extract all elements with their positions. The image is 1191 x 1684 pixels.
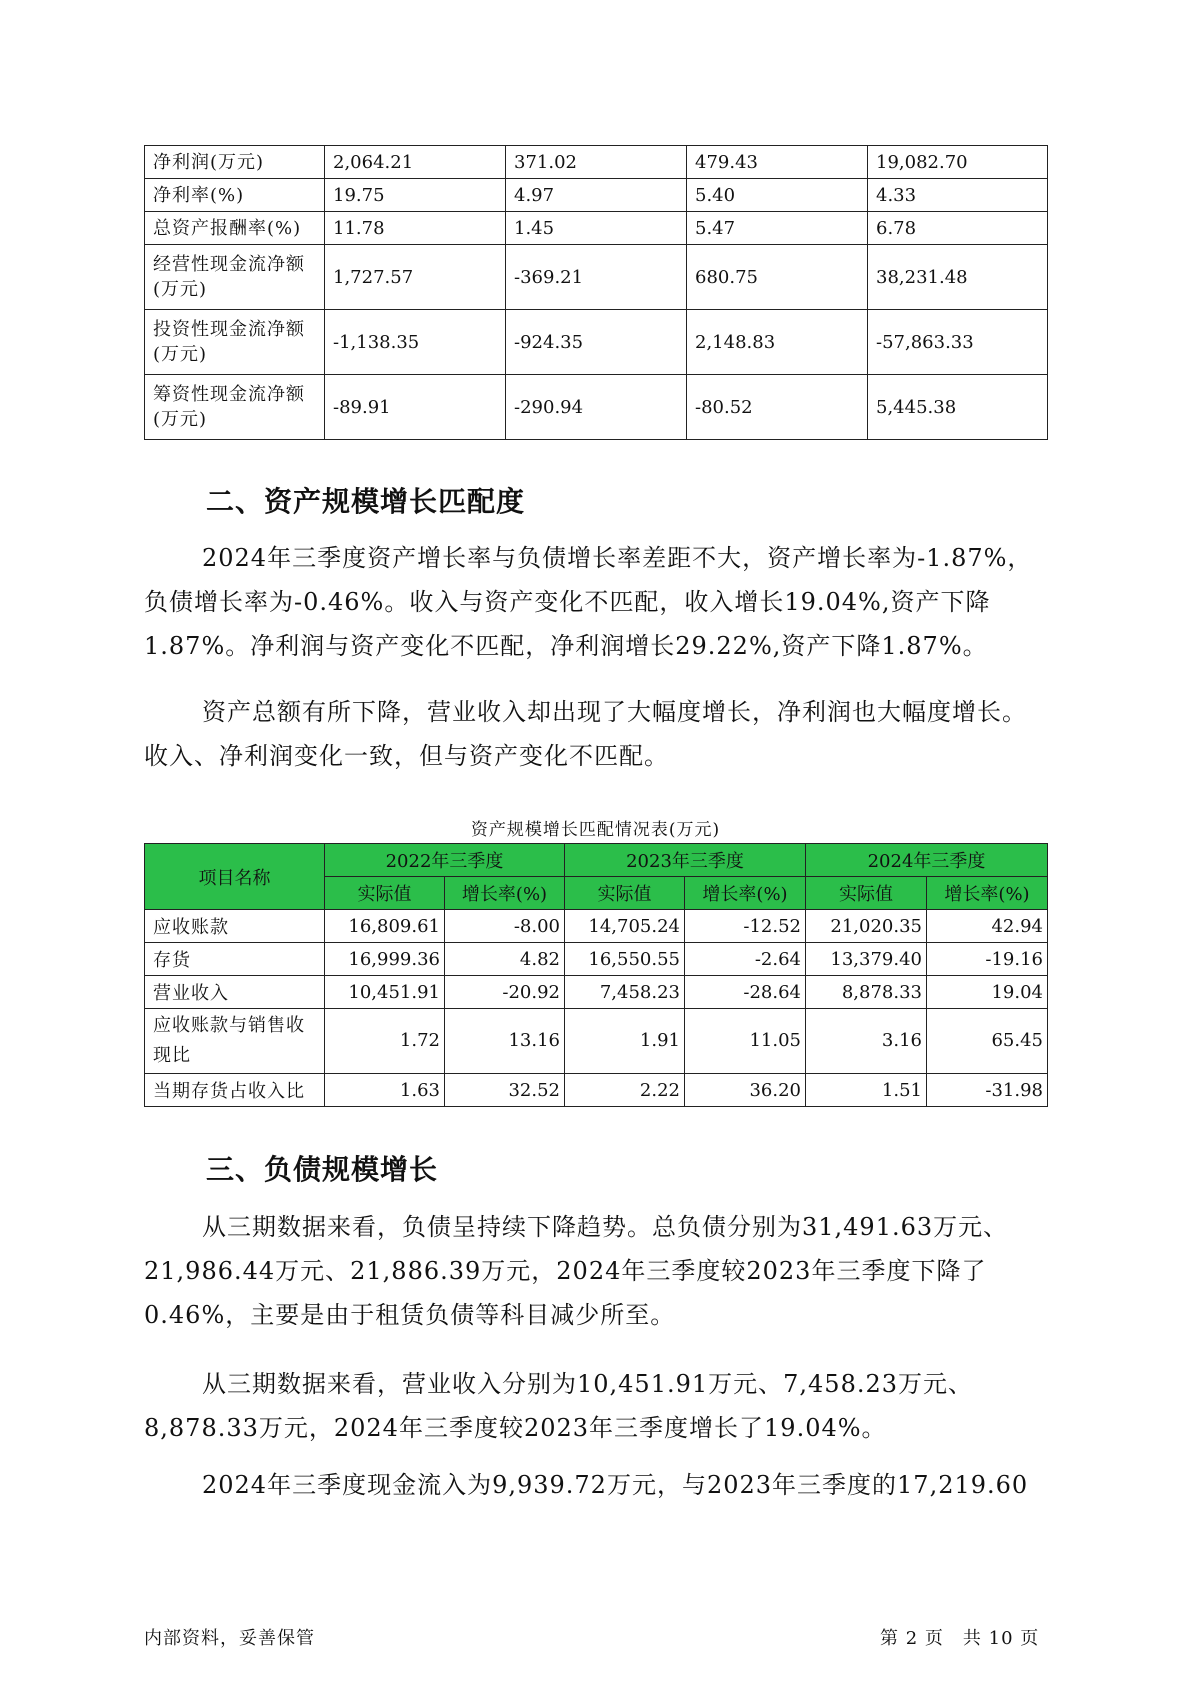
table-cell: 13.16 xyxy=(445,1009,565,1074)
table-cell: 7,458.23 xyxy=(565,976,685,1009)
table-cell: 65.45 xyxy=(927,1009,1048,1074)
table-cell: 11.05 xyxy=(685,1009,806,1074)
table-cell: -19.16 xyxy=(927,943,1048,976)
row-label: 总资产报酬率(%) xyxy=(145,212,325,245)
row-label: 当期存货占收入比 xyxy=(145,1074,325,1107)
table-cell: 2,148.83 xyxy=(687,310,868,375)
table-cell: 479.43 xyxy=(687,146,868,179)
table-cell: 5.47 xyxy=(687,212,868,245)
column-header: 项目名称 xyxy=(145,844,325,910)
table-cell: 5,445.38 xyxy=(868,375,1048,440)
table-cell: -290.94 xyxy=(506,375,687,440)
row-label: 筹资性现金流净额(万元) xyxy=(145,375,325,440)
column-header: 实际值 xyxy=(565,877,685,910)
table-cell: 16,999.36 xyxy=(325,943,445,976)
table-cell: 5.40 xyxy=(687,179,868,212)
table-cell: 38,231.48 xyxy=(868,245,1048,310)
row-label: 应收账款 xyxy=(145,910,325,943)
table-cell: 11.78 xyxy=(325,212,506,245)
table-cell: 2.22 xyxy=(565,1074,685,1107)
row-label: 净利率(%) xyxy=(145,179,325,212)
section-heading: 二、资产规模增长匹配度 xyxy=(206,485,526,518)
table-row xyxy=(145,375,1048,440)
table-cell: 1.45 xyxy=(506,212,687,245)
table-cell: 32.52 xyxy=(445,1074,565,1107)
table-cell: 16,809.61 xyxy=(325,910,445,943)
column-header: 实际值 xyxy=(806,877,927,910)
body-paragraph: 2024年三季度现金流入为9,939.72万元，与2023年三季度的17,219.60 xyxy=(202,1471,1029,1499)
table-cell: -80.52 xyxy=(687,375,868,440)
table-header-row xyxy=(145,844,1048,877)
table-cell: 1.72 xyxy=(325,1009,445,1074)
column-header: 增长率(%) xyxy=(685,877,806,910)
table-cell: 19.75 xyxy=(325,179,506,212)
column-header: 2022年三季度 xyxy=(325,844,565,877)
table-row xyxy=(145,1009,1048,1074)
row-label: 营业收入 xyxy=(145,976,325,1009)
body-paragraph: 从三期数据来看，营业收入分别为10,451.91万元、7,458.23万元、8,878.33万元，2024年三季度较2023年三季度增长了19.04%。 xyxy=(144,1370,974,1442)
table-cell: 42.94 xyxy=(927,910,1048,943)
footer-confidential-note: 内部资料，妥善保管 xyxy=(144,1628,315,1649)
table-cell: 10,451.91 xyxy=(325,976,445,1009)
body-paragraph: 2024年三季度资产增长率与负债增长率差距不大，资产增长率为-1.87%，负债增长率为-0.46%。收入与资产变化不匹配，收入增长19.04%,资产下降1.87%。净利润与资产变化不匹配，净利润增长29.22%,资产下降1.87%。 xyxy=(144,544,1033,660)
table-cell: 6.78 xyxy=(868,212,1048,245)
table-cell: 1.91 xyxy=(565,1009,685,1074)
table-cell: -89.91 xyxy=(325,375,506,440)
table-cell: 2,064.21 xyxy=(325,146,506,179)
table-cell: -28.64 xyxy=(685,976,806,1009)
column-header: 增长率(%) xyxy=(927,877,1048,910)
table-cell: 19,082.70 xyxy=(868,146,1048,179)
column-header: 2024年三季度 xyxy=(806,844,1048,877)
table-cell: 4.82 xyxy=(445,943,565,976)
page-number: 第 2 页 共 10 页 xyxy=(880,1628,1040,1649)
table-row xyxy=(145,245,1048,310)
table-cell: -12.52 xyxy=(685,910,806,943)
table-cell: -20.92 xyxy=(445,976,565,1009)
table-cell: -2.64 xyxy=(685,943,806,976)
column-header: 实际值 xyxy=(325,877,445,910)
table-cell: 4.97 xyxy=(506,179,687,212)
table-cell: 8,878.33 xyxy=(806,976,927,1009)
table-row xyxy=(145,943,1048,976)
table-row xyxy=(145,146,1048,179)
table-cell: 680.75 xyxy=(687,245,868,310)
column-header: 2023年三季度 xyxy=(565,844,806,877)
row-label: 净利润(万元) xyxy=(145,146,325,179)
table-cell: -57,863.33 xyxy=(868,310,1048,375)
table-cell: 36.20 xyxy=(685,1074,806,1107)
table-cell: 21,020.35 xyxy=(806,910,927,943)
table-cell: 1.51 xyxy=(806,1074,927,1107)
table-cell: 16,550.55 xyxy=(565,943,685,976)
financial-indicators-table xyxy=(144,145,1048,440)
table-cell: -1,138.35 xyxy=(325,310,506,375)
body-paragraph: 从三期数据来看，负债呈持续下降趋势。总负债分别为31,491.63万元、21,986.44万元、21,886.39万元，2024年三季度较2023年三季度下降了0.46%，主要是由于租赁负债等科目减少所至。 xyxy=(144,1213,1009,1329)
table-cell: -8.00 xyxy=(445,910,565,943)
table-cell: 1,727.57 xyxy=(325,245,506,310)
table-row xyxy=(145,1074,1048,1107)
table-caption: 资产规模增长匹配情况表(万元) xyxy=(470,820,721,840)
table-cell: -924.35 xyxy=(506,310,687,375)
table-cell: 19.04 xyxy=(927,976,1048,1009)
row-label: 投资性现金流净额(万元) xyxy=(145,310,325,375)
table-row xyxy=(145,212,1048,245)
table-cell: 3.16 xyxy=(806,1009,927,1074)
row-label: 应收账款与销售收现比 xyxy=(145,1009,325,1074)
column-header: 增长率(%) xyxy=(445,877,565,910)
asset-growth-match-table xyxy=(144,843,1048,1107)
table-cell: -31.98 xyxy=(927,1074,1048,1107)
row-label: 经营性现金流净额(万元) xyxy=(145,245,325,310)
table-cell: -369.21 xyxy=(506,245,687,310)
table-cell: 13,379.40 xyxy=(806,943,927,976)
table-cell: 14,705.24 xyxy=(565,910,685,943)
row-label: 存货 xyxy=(145,943,325,976)
section-heading: 三、负债规模增长 xyxy=(206,1153,439,1186)
table-row xyxy=(145,310,1048,375)
table-row xyxy=(145,976,1048,1009)
table-cell: 1.63 xyxy=(325,1074,445,1107)
body-paragraph: 资产总额有所下降，营业收入却出现了大幅度增长，净利润也大幅度增长。收入、净利润变化一致，但与资产变化不匹配。 xyxy=(144,698,1027,770)
table-row xyxy=(145,910,1048,943)
table-cell: 371.02 xyxy=(506,146,687,179)
table-row xyxy=(145,179,1048,212)
table-cell: 4.33 xyxy=(868,179,1048,212)
